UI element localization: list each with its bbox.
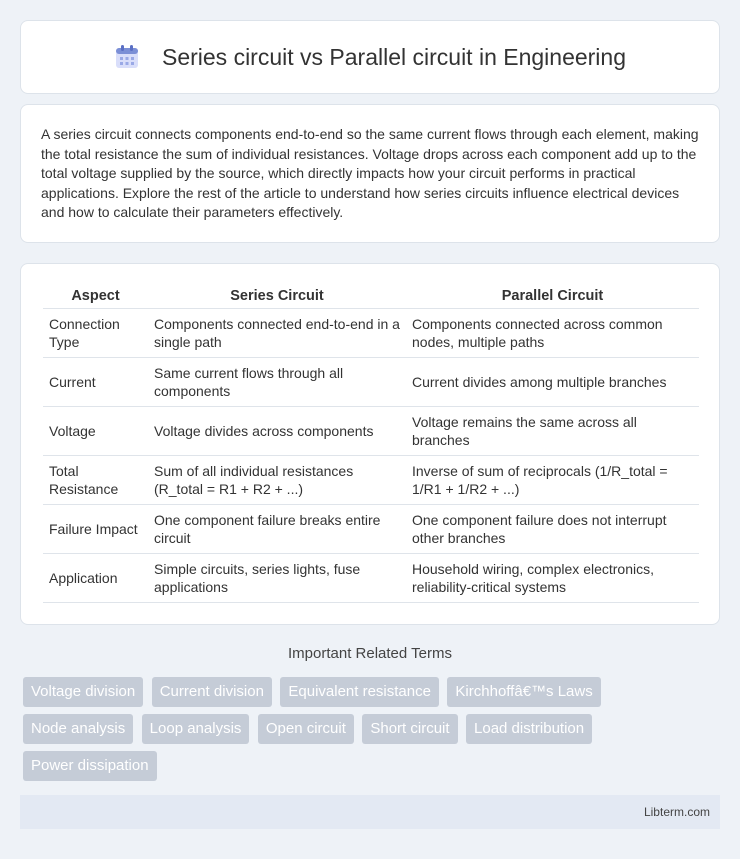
tag-node-analysis[interactable]: Node analysis	[23, 714, 133, 744]
header-series: Series Circuit	[148, 284, 406, 308]
calendar-icon	[114, 44, 140, 70]
table-row	[43, 455, 699, 504]
header-aspect: Aspect	[43, 284, 148, 308]
cell-aspect: Connection Type	[43, 308, 148, 357]
related-terms-list	[23, 677, 723, 788]
tag-loop-analysis[interactable]: Loop analysis	[142, 714, 250, 744]
table-header-row	[43, 284, 699, 308]
tag-kirchhoffs-laws[interactable]: Kirchhoffâ€™s Laws	[447, 677, 600, 707]
tag-equivalent-resistance[interactable]: Equivalent resistance	[280, 677, 439, 707]
comparison-card	[20, 263, 720, 625]
table-row	[43, 553, 699, 602]
cell-parallel: Household wiring, complex electronics, reliability-critical systems	[406, 553, 699, 602]
tag-power-dissipation[interactable]: Power dissipation	[23, 751, 157, 781]
cell-parallel: Current divides among multiple branches	[406, 357, 699, 406]
footer	[20, 795, 720, 829]
tag-voltage-division[interactable]: Voltage division	[23, 677, 143, 707]
cell-series: Sum of all individual resistances (R_total = R1 + R2 + ...)	[148, 455, 406, 504]
tag-short-circuit[interactable]: Short circuit	[362, 714, 457, 744]
cell-aspect: Application	[43, 553, 148, 602]
header-card	[20, 20, 720, 94]
cell-aspect: Failure Impact	[43, 504, 148, 553]
cell-aspect: Current	[43, 357, 148, 406]
cell-series: One component failure breaks entire circuit	[148, 504, 406, 553]
cell-parallel: Voltage remains the same across all branches	[406, 406, 699, 455]
tag-load-distribution[interactable]: Load distribution	[466, 714, 592, 744]
tag-current-division[interactable]: Current division	[152, 677, 272, 707]
header-parallel: Parallel Circuit	[406, 284, 699, 308]
cell-parallel: Inverse of sum of reciprocals (1/R_total = 1/R1 + 1/R2 + ...)	[406, 455, 699, 504]
footer-site-link[interactable]: Libterm.com	[643, 805, 710, 819]
cell-series: Components connected end-to-end in a single path	[148, 308, 406, 357]
cell-aspect: Total Resistance	[43, 455, 148, 504]
cell-series: Simple circuits, series lights, fuse applications	[148, 553, 406, 602]
cell-parallel: One component failure does not interrupt other branches	[406, 504, 699, 553]
page-title: Series circuit vs Parallel circuit in Engineering	[161, 43, 627, 70]
cell-series: Voltage divides across components	[148, 406, 406, 455]
cell-series: Same current flows through all components	[148, 357, 406, 406]
table-row	[43, 357, 699, 406]
cell-aspect: Voltage	[43, 406, 148, 455]
intro-card	[20, 104, 720, 243]
table-row	[43, 406, 699, 455]
table-row	[43, 504, 699, 553]
comparison-table	[43, 284, 699, 603]
cell-parallel: Components connected across common nodes, multiple paths	[406, 308, 699, 357]
related-terms-title: Important Related Terms	[288, 645, 452, 662]
table-row	[43, 308, 699, 357]
intro-text: A series circuit connects components end-to-end so the same current flows through each element, making the total resistance the sum of individual resistances. Voltage drops across each component add up to the total voltage supplied by the source, which directly impacts how your circuit performs in practical applications. Explore the rest of the article to understand how series circuits influence electrical devices and how to calculate their parameters effectively.	[41, 126, 699, 220]
tag-open-circuit[interactable]: Open circuit	[258, 714, 354, 744]
